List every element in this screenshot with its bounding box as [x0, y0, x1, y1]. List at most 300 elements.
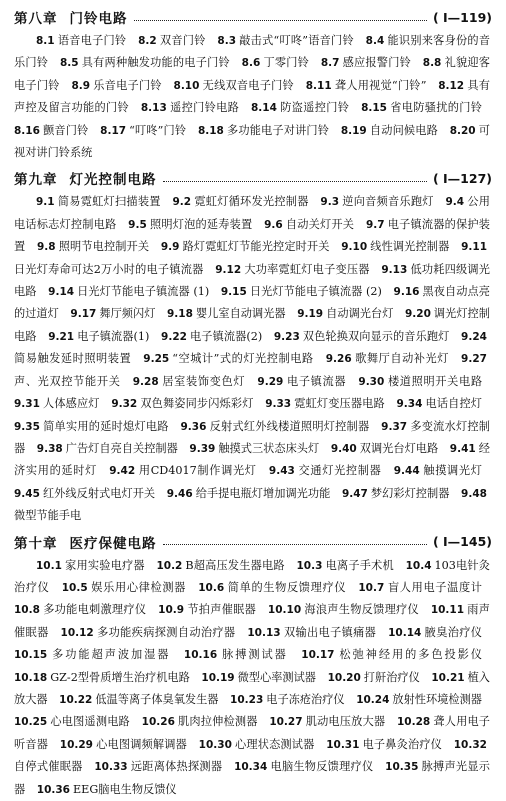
entry-number: 9.30 [358, 375, 385, 388]
toc-entry [297, 307, 401, 320]
toc-entry [358, 375, 490, 388]
entry-number: 9.39 [189, 442, 216, 455]
chapter-number: 第九章 [14, 172, 58, 189]
toc-entry [234, 760, 381, 773]
chapter-page-ref: ( I—145) [432, 534, 492, 550]
entry-title: 多功能电子对讲门铃 [226, 123, 330, 137]
entry-title: 乐音电子门铃 [93, 78, 162, 92]
toc-entry [199, 738, 323, 751]
entry-title: 多变流水灯控制器 [14, 419, 490, 455]
toc-entry [265, 397, 393, 410]
entry-number: 10.19 [201, 671, 235, 684]
toc-entry [251, 101, 357, 114]
entry-title: 电话自控灯 [425, 397, 482, 411]
entry-number: 10.17 [301, 649, 335, 662]
entry-number: 9.10 [341, 241, 368, 254]
entry-number: 10.20 [327, 671, 361, 684]
toc-entry [48, 285, 217, 298]
entry-title: 具有声控及留言功能的门铃 [14, 78, 490, 115]
entry-title: EEG脑电生物反馈仪 [72, 782, 177, 796]
entry-number: 10.29 [59, 738, 93, 751]
entry-title: 红外线反射式电灯开关 [42, 486, 156, 500]
toc-entry [201, 671, 324, 684]
entry-number: 9.5 [128, 218, 147, 231]
toc-entry [14, 124, 96, 137]
toc-entry [394, 464, 490, 477]
toc-entry [133, 375, 253, 388]
entry-title: 反射式红外线楼道照明灯控制器 [209, 419, 370, 433]
entry-number: 10.25 [14, 716, 48, 729]
toc-entry [341, 240, 457, 253]
toc-entry [274, 330, 458, 343]
entry-number: 9.25 [143, 353, 170, 366]
entry-number: 10.9 [158, 604, 185, 617]
entry-title: 盲人用电子温度计 [387, 580, 482, 594]
chapter-number: 第八章 [14, 11, 58, 27]
entry-number: 10.22 [59, 693, 93, 706]
entry-number: 9.18 [167, 308, 193, 321]
entry-number: 9.8 [37, 241, 56, 254]
entry-title: 简单实用的延时熄灯电路 [42, 419, 169, 433]
entry-title: 照明节电控制开关 [58, 240, 150, 254]
entry-title: 居室装饰变色灯 [161, 374, 246, 388]
entry-number: 9.33 [265, 398, 292, 411]
entry-title: 聋人用视觉“门铃” [334, 78, 427, 92]
entry-title: GZ-2型骨质增生治疗机电路 [50, 670, 190, 684]
entry-number: 9.43 [268, 465, 295, 478]
entry-title: 逆向音频音乐跑灯 [342, 195, 434, 209]
entry-number: 10.30 [198, 738, 232, 751]
entry-number: 10.8 [14, 604, 40, 617]
entry-title: 日光灯寿命可达2万小时的电子镇流器 [14, 262, 204, 276]
entry-title: “空城计”式的灯光控制电路 [172, 352, 314, 366]
entry-title: 自动关灯开关 [285, 217, 355, 231]
toc-entry [142, 715, 266, 728]
entry-number: 9.44 [393, 465, 420, 478]
entry-number: 9.21 [48, 330, 75, 343]
chapter-number: 第十章 [14, 535, 58, 552]
entry-number: 10.35 [385, 761, 419, 774]
entry-title: 心电图调频解调器 [95, 737, 187, 751]
entry-title: 心理状态测试器 [234, 737, 315, 751]
entry-number: 9.13 [381, 263, 408, 276]
entry-title: 103电针灸治疗仪 [14, 558, 490, 594]
entry-title: 经济实用的延时灯 [14, 441, 490, 478]
toc-entry [48, 330, 157, 343]
entry-title: 电子镇流器(1) [77, 329, 150, 343]
toc-entry [320, 195, 441, 208]
dot-leader [134, 20, 427, 21]
entry-number: 10.32 [453, 738, 487, 751]
entry-title: 歌舞厅自动补光灯 [354, 352, 449, 366]
entry-number: 9.29 [257, 375, 284, 388]
entry-title: 电子镇流器(2) [189, 329, 263, 343]
dot-leader [163, 181, 427, 182]
entry-title: 给手提电瓶灯增加调光功能 [195, 486, 331, 500]
chapter-title: 门铃电路 [69, 11, 128, 27]
entry-title: 触摸调光灯 [422, 464, 482, 478]
toc-entry [94, 760, 230, 773]
entry-number: 9.12 [215, 263, 242, 276]
entry-number: 10.36 [36, 783, 70, 796]
chapter-8 [14, 4, 492, 163]
entry-number: 8.18 [197, 124, 224, 137]
toc-entry [62, 581, 194, 594]
toc-entry [331, 442, 446, 455]
entry-title: 颤音门铃 [42, 123, 89, 137]
entry-number: 10.1 [36, 559, 62, 572]
toc-entry [59, 693, 226, 706]
entry-title: 自动调光台灯 [326, 307, 394, 321]
entry-number: 9.27 [461, 353, 487, 366]
chapter-title: 医疗保健电路 [69, 535, 157, 552]
entry-number: 10.24 [356, 693, 390, 706]
entry-title: 双音门铃 [159, 34, 206, 47]
entry-title: 敲击式“叮咚”语音门铃 [239, 34, 354, 47]
toc-entry [342, 487, 458, 500]
entry-title: 声、光双控节能开关 [14, 374, 121, 388]
entry-number: 8.6 [241, 57, 261, 70]
toc-entry [14, 648, 178, 661]
toc-entry [14, 420, 177, 433]
toc-entry [37, 442, 186, 455]
toc-entry [167, 307, 294, 320]
entry-number: 8.12 [438, 79, 465, 92]
toc-entry [269, 715, 393, 728]
entry-title: 省电防骚扰的门铃 [390, 101, 482, 115]
entry-number: 9.38 [36, 442, 63, 455]
entry-number: 10.33 [94, 761, 128, 774]
entry-title: 路灯霓虹灯节能光控定时开关 [182, 240, 330, 254]
entry-title: 双色舞姿同步闪烁彩灯 [140, 397, 254, 411]
toc-entry [14, 671, 198, 684]
toc-entry [257, 375, 354, 388]
entry-title: 舞厅频闪灯 [99, 307, 156, 321]
entry-number: 8.7 [320, 57, 340, 70]
toc-entry [111, 397, 261, 410]
toc-entry [36, 559, 153, 572]
chapter-page-ref: ( I—127) [432, 170, 492, 186]
entry-number: 9.48 [461, 487, 487, 500]
entry-number: 9.14 [48, 286, 75, 299]
entry-number: 10.13 [247, 626, 281, 639]
entry-title: 楼道照明开关电路 [387, 374, 483, 388]
entry-title: 自停式催眠器 [14, 760, 83, 774]
entry-title: 交通灯光控制器 [297, 464, 382, 478]
entry-title: 自动问候电路 [369, 123, 438, 137]
entry-number: 8.10 [173, 79, 200, 92]
entry-title: 植入放大器 [14, 670, 490, 706]
entry-number: 10.21 [431, 671, 465, 684]
entry-title: 双调光台灯电路 [359, 441, 439, 455]
entry-number: 9.2 [172, 196, 192, 209]
entry-number: 9.46 [166, 487, 193, 500]
toc-entry [328, 671, 428, 684]
entry-title: 人体感应灯 [42, 397, 100, 411]
entry-number: 8.16 [14, 124, 40, 137]
entry-title: 礼貌迎客电子门铃 [14, 56, 490, 92]
toc-entry [356, 693, 490, 706]
chapter-heading [14, 4, 492, 30]
entry-number: 8.2 [138, 35, 157, 47]
entry-title: 放射性环境检测器 [392, 692, 482, 706]
entry-number: 10.26 [141, 716, 175, 729]
toc-entry [184, 648, 296, 661]
entry-number: 10.34 [234, 761, 268, 774]
entry-title: 梦幻彩灯控制器 [370, 486, 450, 500]
toc-entry [138, 34, 214, 47]
entry-number: 10.28 [396, 716, 431, 729]
entry-title: 电子鼻灸治疗仪 [362, 737, 443, 751]
entry-title: 电子冻疮治疗仪 [266, 692, 345, 706]
entry-number: 9.15 [220, 286, 247, 299]
toc-entry [36, 195, 169, 208]
toc-entry [326, 352, 457, 365]
entry-title: 聋人用电子听音器 [14, 715, 490, 751]
entry-title: 用CD4017制作调光灯 [138, 464, 257, 478]
entry-number: 9.24 [461, 330, 487, 343]
entry-title: 婴儿室自动调光器 [195, 307, 286, 321]
toc-entry [321, 56, 419, 69]
entry-number: 8.4 [365, 35, 385, 47]
entry-title: 简易霓虹灯扫描装置 [57, 195, 161, 209]
toc-entry [161, 240, 338, 253]
entry-number: 10.10 [267, 604, 302, 617]
toc-entry [174, 79, 302, 92]
entry-number: 8.11 [305, 79, 332, 92]
toc-entry [361, 101, 490, 114]
entry-number: 10.15 [14, 649, 48, 662]
entry-number: 9.31 [14, 398, 40, 411]
chapter-title: 灯光控制电路 [69, 172, 157, 189]
entry-title: “叮咚”门铃 [129, 123, 187, 137]
entry-number: 9.9 [160, 241, 180, 254]
entry-title: 遥控门铃电路 [169, 101, 240, 115]
entry-number: 8.5 [59, 57, 79, 70]
entry-title: 微型节能手电 [14, 509, 82, 523]
chapter-heading [14, 529, 492, 555]
entry-title: 多功能疾病探测自动治疗器 [96, 625, 236, 639]
entry-number: 8.15 [361, 102, 387, 115]
toc-entry [14, 487, 163, 500]
entry-number: 10.7 [358, 581, 385, 594]
entry-title: 防盗遥控门铃 [279, 101, 350, 115]
entry-title: 家用实验电疗器 [64, 558, 145, 572]
entry-title: 广告灯自亮自关控制器 [65, 441, 178, 455]
entry-title: 脉搏声光显示器 [14, 760, 490, 796]
entry-number: 9.11 [461, 241, 488, 254]
entry-number: 9.3 [320, 196, 340, 209]
toc-entry [70, 307, 163, 320]
entry-number: 9.40 [330, 442, 357, 455]
entry-title: 丁零门铃 [263, 56, 310, 70]
entry-title: 海浪声生物反馈理疗仪 [304, 603, 419, 617]
toc-entry [14, 715, 138, 728]
entry-title: 简易触发延时照明装置 [14, 352, 132, 366]
chapter-10 [14, 529, 492, 801]
entry-number: 10.12 [60, 626, 94, 639]
entry-number: 9.42 [109, 465, 136, 478]
entry-title: 多功能超声波加湿器 [50, 648, 171, 662]
entry-number: 9.22 [161, 330, 187, 343]
entry-number: 10.6 [198, 581, 225, 594]
entry-number: 8.1 [36, 35, 55, 47]
entry-number: 9.36 [180, 420, 207, 433]
entry-number: 8.13 [140, 102, 167, 115]
entry-number: 10.2 [156, 559, 183, 572]
entry-number: 8.17 [100, 124, 127, 137]
toc-entry [161, 330, 270, 343]
toc-entry [109, 464, 264, 477]
toc-entry [100, 124, 194, 137]
entry-title: 日光灯节能电子镇流器 (1) [77, 285, 210, 299]
toc-entry [297, 559, 402, 572]
entry-title: 脉搏测试器 [220, 648, 288, 662]
entry-title: 电离子手术机 [325, 558, 394, 572]
entry-title: 双输出电子镇痛器 [283, 625, 377, 639]
entry-number: 10.18 [14, 671, 48, 684]
entry-number: 8.20 [449, 124, 476, 137]
toc-entry [14, 397, 108, 410]
toc-entry [158, 603, 264, 616]
entry-title: 调光灯控制电路 [14, 307, 490, 343]
entry-number: 9.1 [36, 196, 55, 209]
entry-number: 9.26 [325, 353, 352, 366]
entry-title: 腋臭治疗仪 [424, 625, 482, 639]
entry-title: 触摸式三状态床头灯 [218, 441, 320, 455]
toc-entry [269, 464, 390, 477]
toc-entry [180, 420, 377, 433]
entry-number: 9.17 [70, 308, 97, 321]
toc-entry [198, 581, 354, 594]
entry-title: 远距离体热探测器 [130, 760, 223, 774]
entry-title: 具有两种触发功能的电子门铃 [81, 56, 230, 70]
entry-number: 9.19 [297, 308, 324, 321]
entry-number: 9.45 [14, 487, 40, 500]
entry-title: 肌动电压放大器 [305, 715, 386, 729]
entry-title: 黑夜自动点亮的过道灯 [14, 285, 490, 321]
entry-title: 可视对讲门铃系统 [14, 123, 490, 160]
entry-title: 多功能电刺激理疗仪 [42, 603, 147, 617]
entry-number: 9.35 [14, 420, 40, 433]
dot-leader [163, 544, 427, 545]
entry-title: 双色轮换双向显示的音乐跑灯 [302, 329, 450, 343]
entry-title: 低温等离子体臭氧发生器 [95, 692, 219, 706]
toc-entry [306, 79, 435, 92]
toc-entry [128, 218, 260, 231]
entry-title: 娱乐用心律检测器 [90, 580, 186, 594]
entry-title: 打鼾治疗仪 [363, 670, 420, 684]
toc-entry [189, 442, 327, 455]
toc-entry [388, 626, 490, 639]
entry-title: 雨声催眠器 [14, 603, 490, 639]
entry-number: 10.27 [269, 716, 303, 729]
entry-title: 日光灯节能电子镇流器 (2) [249, 285, 382, 299]
toc-entry [358, 581, 490, 594]
entry-title: 照明灯泡的延寿装置 [149, 217, 253, 231]
toc-entry [341, 124, 446, 137]
toc-entry [61, 626, 244, 639]
chapter-items [14, 191, 492, 526]
toc-entry [242, 56, 317, 69]
entry-title: 电子镇流器的保护装置 [14, 217, 490, 254]
entry-number: 8.19 [340, 124, 367, 137]
entry-title: 低功耗四级调光电路 [14, 262, 490, 299]
toc-entry [215, 263, 377, 276]
entry-number: 10.3 [296, 559, 323, 572]
toc-entry [156, 559, 292, 572]
toc-entry [60, 56, 238, 69]
chapter-items [14, 555, 492, 801]
toc-entry [301, 648, 490, 661]
toc-entry [221, 285, 390, 298]
entry-number: 9.23 [273, 330, 300, 343]
entry-title: 公用电话标志灯控制电路 [14, 195, 490, 231]
entry-title: 能识别来客身份的音乐门铃 [14, 34, 491, 70]
toc-entry [37, 783, 185, 796]
entry-number: 10.14 [388, 626, 422, 639]
entry-title: 线性调光控制器 [370, 240, 450, 254]
toc-entry [264, 218, 362, 231]
entry-title: 电脑生物反馈理疗仪 [270, 760, 374, 774]
entry-title: B超高压发生器电路 [185, 558, 285, 572]
toc-entry [268, 603, 427, 616]
entry-title: 简单的生物反馈理疗仪 [227, 580, 347, 594]
entry-number: 10.23 [230, 693, 264, 706]
entry-title: 无线双音电子门铃 [202, 78, 294, 92]
entry-title: 微型心率测试器 [237, 670, 316, 684]
chapter-9 [14, 165, 492, 526]
entry-number: 9.41 [449, 442, 476, 455]
toc-entry [217, 34, 361, 47]
entry-title: 大功率霓虹灯电子变压器 [244, 262, 370, 276]
toc-entry [37, 240, 157, 253]
entry-number: 8.14 [250, 102, 277, 115]
entry-number: 9.47 [341, 487, 368, 500]
entry-title: 松弛神经用的多色投影仪 [337, 648, 482, 662]
entry-number: 8.3 [217, 35, 237, 47]
entry-title: 语音电子门铃 [57, 34, 127, 47]
entry-number: 10.11 [430, 604, 465, 617]
toc-entry [71, 79, 169, 92]
entry-title: 肌肉拉伸检测器 [177, 715, 258, 729]
toc-entry [198, 124, 337, 137]
entry-number: 8.8 [422, 57, 442, 70]
toc-entry [326, 738, 450, 751]
entry-number: 9.28 [132, 375, 159, 388]
toc-entry [141, 101, 247, 114]
toc-entry [14, 603, 154, 616]
chapter-heading [14, 165, 492, 191]
entry-number: 9.34 [396, 398, 423, 411]
entry-title: 感应报警门铃 [342, 56, 411, 70]
entry-title: 霓虹灯变压器电路 [294, 397, 385, 411]
toc-entry [230, 693, 353, 706]
chapter-items [14, 30, 492, 163]
entry-number: 9.20 [404, 308, 431, 321]
entry-number: 8.9 [71, 79, 91, 92]
entry-number: 10.4 [405, 559, 432, 572]
toc-entry [396, 397, 490, 410]
entry-number: 10.5 [61, 581, 88, 594]
entry-number: 10.16 [183, 649, 218, 662]
entry-number: 10.31 [326, 738, 360, 751]
entry-number: 9.4 [445, 196, 465, 209]
chapter-page-ref: ( I—119) [432, 9, 492, 25]
toc-entry [60, 738, 195, 751]
toc-entry [143, 352, 321, 365]
entry-number: 9.7 [365, 218, 385, 231]
